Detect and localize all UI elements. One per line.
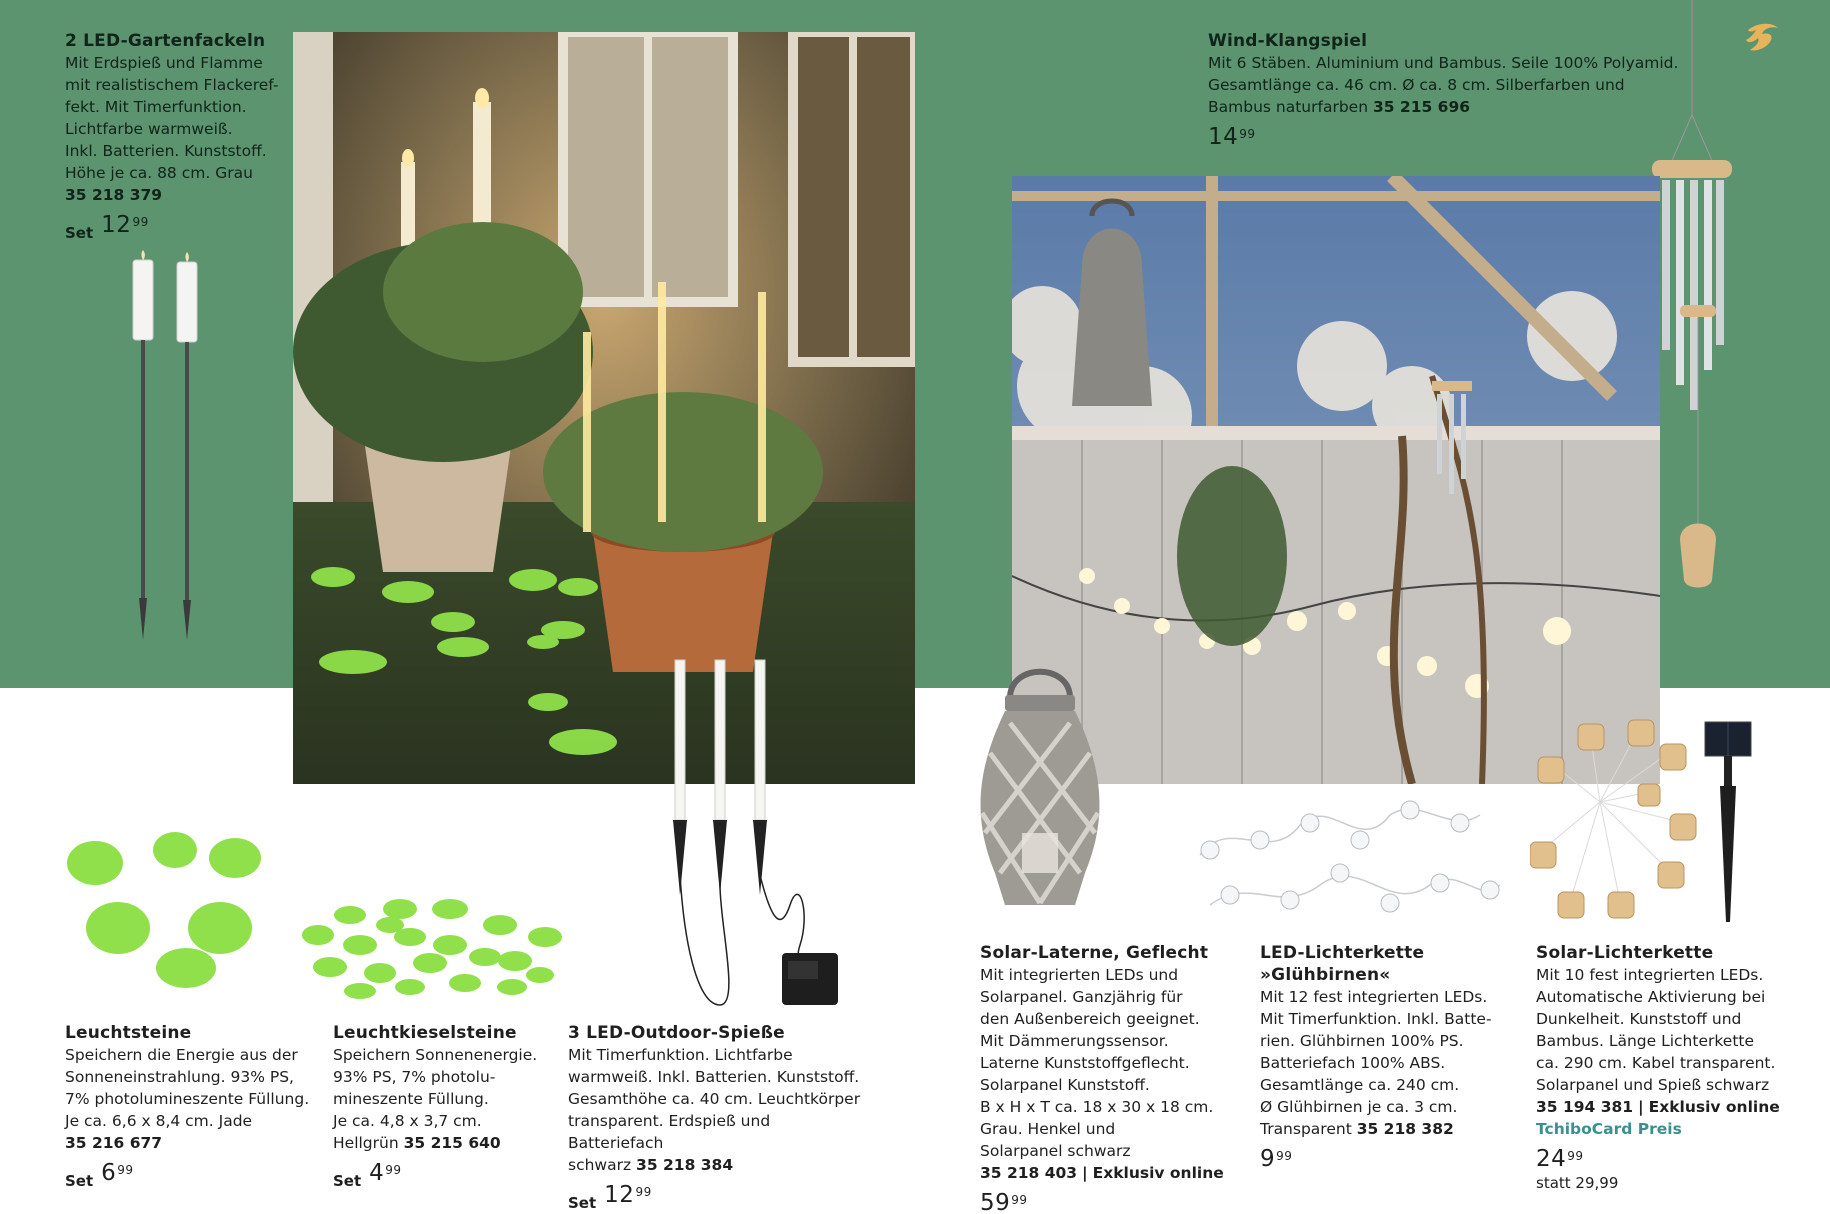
product-title: 3 LED-Outdoor-Spieße: [568, 1023, 785, 1043]
price-row: [65, 1162, 315, 1192]
article-number: 35 216 677: [65, 1134, 163, 1152]
price-row: [980, 1192, 1230, 1214]
price-row: [1260, 1148, 1510, 1170]
price-prefix: Set: [65, 1172, 94, 1190]
price-row: [1536, 1148, 1806, 1170]
product-description: Mit 12 fest integrierten LEDs. Mit Timerfunktion. Inkl. Batte- rien. Glühbirnen 100% PS. Batteriefach 100% ABS. Gesamtlänge ca. 240 cm. Ø Glühbirnen je ca. 3 cm.: [1260, 988, 1492, 1116]
price: $12^{99}$: [604, 1182, 652, 1208]
product-title-line-1: LED-Lichterkette: [1260, 943, 1425, 963]
article-and-availability: 35 194 381 | Exklusiv online: [1536, 1098, 1780, 1116]
price-row: [568, 1184, 868, 1214]
product-description: Mit Timerfunktion. Lichtfarbe warmweiß. Inkl. Batterien. Kunststoff. Gesamthöhe ca. 40 cm. Leuchtkörper transparent. Erdspieß und Batteriefach: [568, 1046, 861, 1152]
article-number: 35 215 696: [1372, 98, 1471, 116]
price-prefix: Set: [65, 224, 94, 242]
product-led-lichterkette-gluehbirnen: [1260, 942, 1510, 1170]
product-description: Mit Erdspieß und Flamme mit realistischem Flackeref- fekt. Mit Timerfunktion. Lichtfarbe warmweiß. Inkl. Batterien. Kunststoff. Höhe je ca. 88 cm. Grau: [65, 54, 279, 182]
color-and-article: schwarz 35 218 384: [568, 1156, 734, 1174]
price: $6^{99}$: [101, 1160, 134, 1186]
price-prefix: Set: [333, 1172, 362, 1190]
product-gartenfackeln: [65, 30, 295, 244]
product-description: Speichern die Energie aus der Sonneneinstrahlung. 93% PS, 7% photolumineszente Füllung. Je ca. 6,6 x 8,4 cm. Jade: [65, 1046, 310, 1130]
product-description: Speichern Sonnenenergie. 93% PS, 7% photolu- mineszente Füllung. Je ca. 4,8 x 3,7 cm.: [333, 1046, 538, 1130]
price-prefix: Set: [568, 1194, 597, 1212]
color-and-article: Transparent 35 218 382: [1260, 1120, 1454, 1138]
glow-pebbles-image: [300, 895, 565, 1000]
product-title: Wind-Klangspiel: [1208, 31, 1368, 51]
product-title: Leuchtkieselsteine: [333, 1023, 517, 1043]
product-leuchtsteine: [65, 1022, 315, 1192]
price-row: [65, 214, 295, 244]
price-row: [1208, 126, 1688, 148]
price: $24^{99}$: [1536, 1146, 1584, 1172]
price: $59^{99}$: [980, 1190, 1028, 1214]
tchibocard-price-label: TchiboCard Preis: [1536, 1120, 1682, 1138]
price: $4^{99}$: [369, 1160, 402, 1186]
product-title: Solar-Laterne, Geflecht: [980, 943, 1209, 963]
product-title: Solar-Lichterkette: [1536, 943, 1714, 963]
product-solar-lichterkette: [1536, 942, 1806, 1194]
price: $9^{99}$: [1260, 1146, 1293, 1172]
glow-stones-image: [60, 828, 270, 988]
led-stakes-image: [660, 655, 855, 1015]
product-solar-laterne: [980, 942, 1230, 1214]
product-title-line-2: »Glühbirnen«: [1260, 965, 1391, 985]
tchibo-logo-icon: [1740, 16, 1784, 60]
garden-torches-image: [125, 248, 205, 643]
price: $12^{99}$: [101, 212, 149, 238]
product-description: Mit integrierten LEDs und Solarpanel. Ganzjährig für den Außenbereich geeignet. Mit Dämmerungssensor. Laterne Kunststoffgeflecht. Solarpanel Kunststoff. B x H x T ca. 18 x 30 x 18 cm. Grau. Henkel und Solarpanel schwarz: [980, 966, 1214, 1160]
product-led-outdoor-spiesse: [568, 1022, 868, 1214]
solar-lantern-image: [970, 653, 1110, 918]
product-leuchtkieselsteine: [333, 1022, 553, 1192]
price-row: [333, 1162, 553, 1192]
color-and-article: Hellgrün 35 215 640: [333, 1134, 501, 1152]
product-title: Leuchtsteine: [65, 1023, 192, 1043]
article-number: 35 218 379: [65, 186, 163, 204]
price: $14^{99}$: [1208, 124, 1256, 150]
solar-light-chain-image: [1530, 712, 1760, 937]
product-description: Mit 10 fest integrierten LEDs. Automatische Aktivierung bei Dunkelheit. Kunststoff und Bambus. Länge Lichterkette ca. 290 cm. Kabel transparent. Solarpanel und Spieß schwarz: [1536, 966, 1776, 1094]
product-title: 2 LED-Gartenfackeln: [65, 31, 266, 51]
bulb-light-chain-image: [1190, 795, 1510, 935]
product-description: Mit 6 Stäben. Aluminium und Bambus. Seile 100% Polyamid. Gesamtlänge ca. 46 cm. Ø ca. 8 cm. Silberfarben und Bambus naturfarben 35 215 696: [1208, 54, 1679, 116]
article-and-availability: 35 218 403 | Exklusiv online: [980, 1164, 1224, 1182]
old-price: statt 29,99: [1536, 1174, 1619, 1192]
product-wind-klangspiel: [1208, 30, 1688, 148]
